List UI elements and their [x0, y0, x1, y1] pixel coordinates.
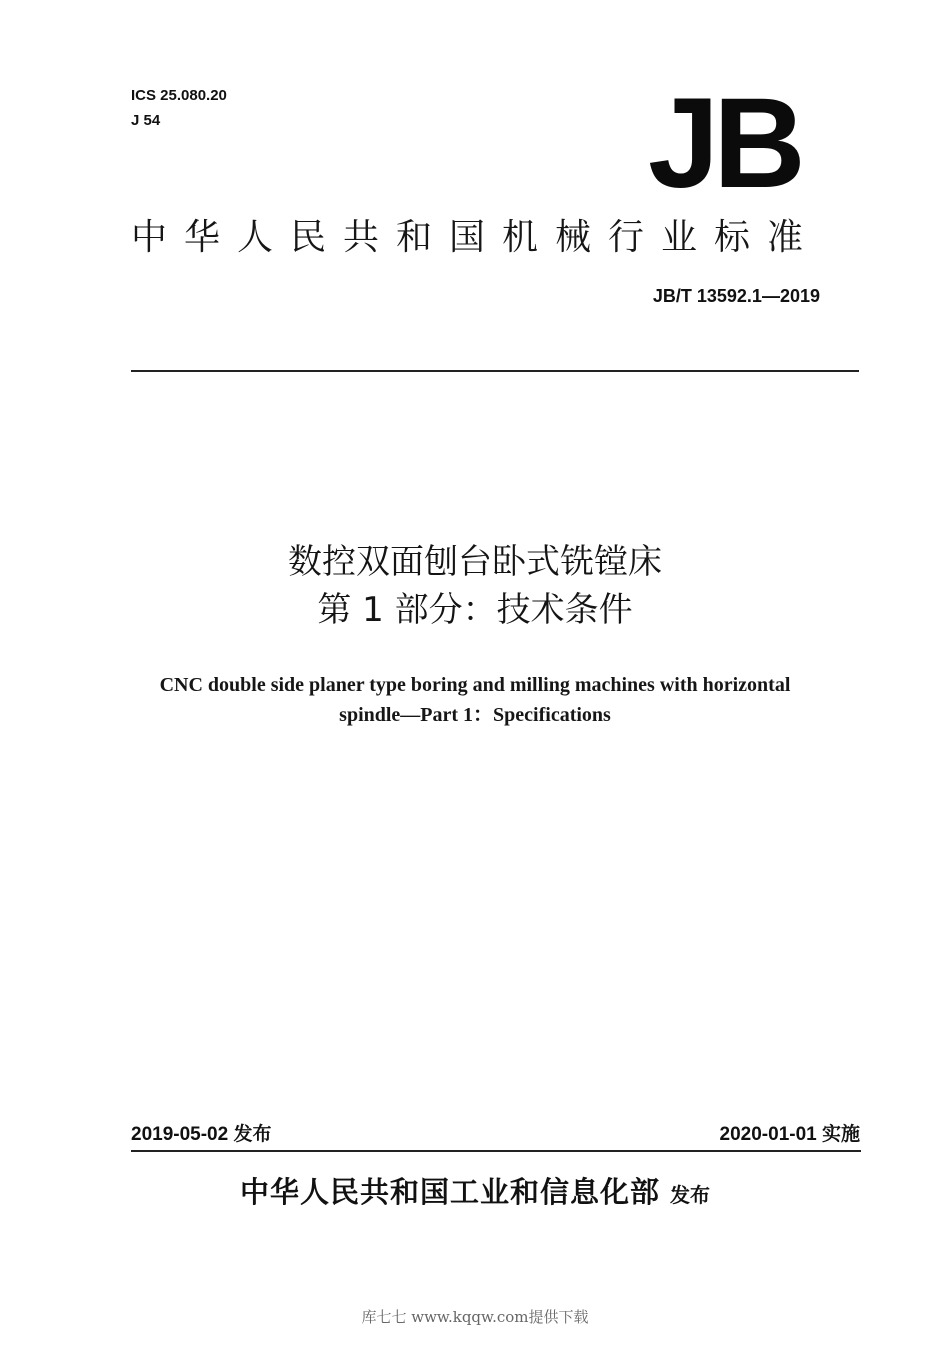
download-watermark: 库七七 www.kqqw.com提供下载 [361, 1308, 589, 1326]
chinese-title [0, 538, 950, 634]
bottom-divider [131, 1150, 861, 1152]
english-title-line-2: spindle—Part 1：Specifications [339, 704, 611, 726]
jb-logo: JB [648, 72, 800, 215]
implementation-date: 2020-01-01 实施 [719, 1124, 860, 1145]
chinese-title-line-2: 第 1 部分：技术条件 [317, 590, 633, 630]
top-divider [131, 370, 859, 372]
issuer [0, 1170, 950, 1214]
issuer-name: 中华人民共和国工业和信息化部 [239, 1175, 660, 1209]
issuer-action: 发布 [670, 1183, 710, 1207]
publication-date: 2019-05-02 发布 [131, 1124, 272, 1145]
english-title [100, 670, 850, 730]
ccs-code: J 54 [131, 112, 161, 129]
standard-category: 中华人民共和国机械行业标准 [131, 217, 821, 258]
english-title-line-1: CNC double side planer type boring and milling machines with horizontal [159, 674, 791, 696]
ics-code: ICS 25.080.20 [131, 87, 227, 104]
chinese-title-line-1: 数控双面刨台卧式铣镗床 [288, 542, 662, 582]
standard-number: JB/T 13592.1—2019 [652, 286, 820, 306]
